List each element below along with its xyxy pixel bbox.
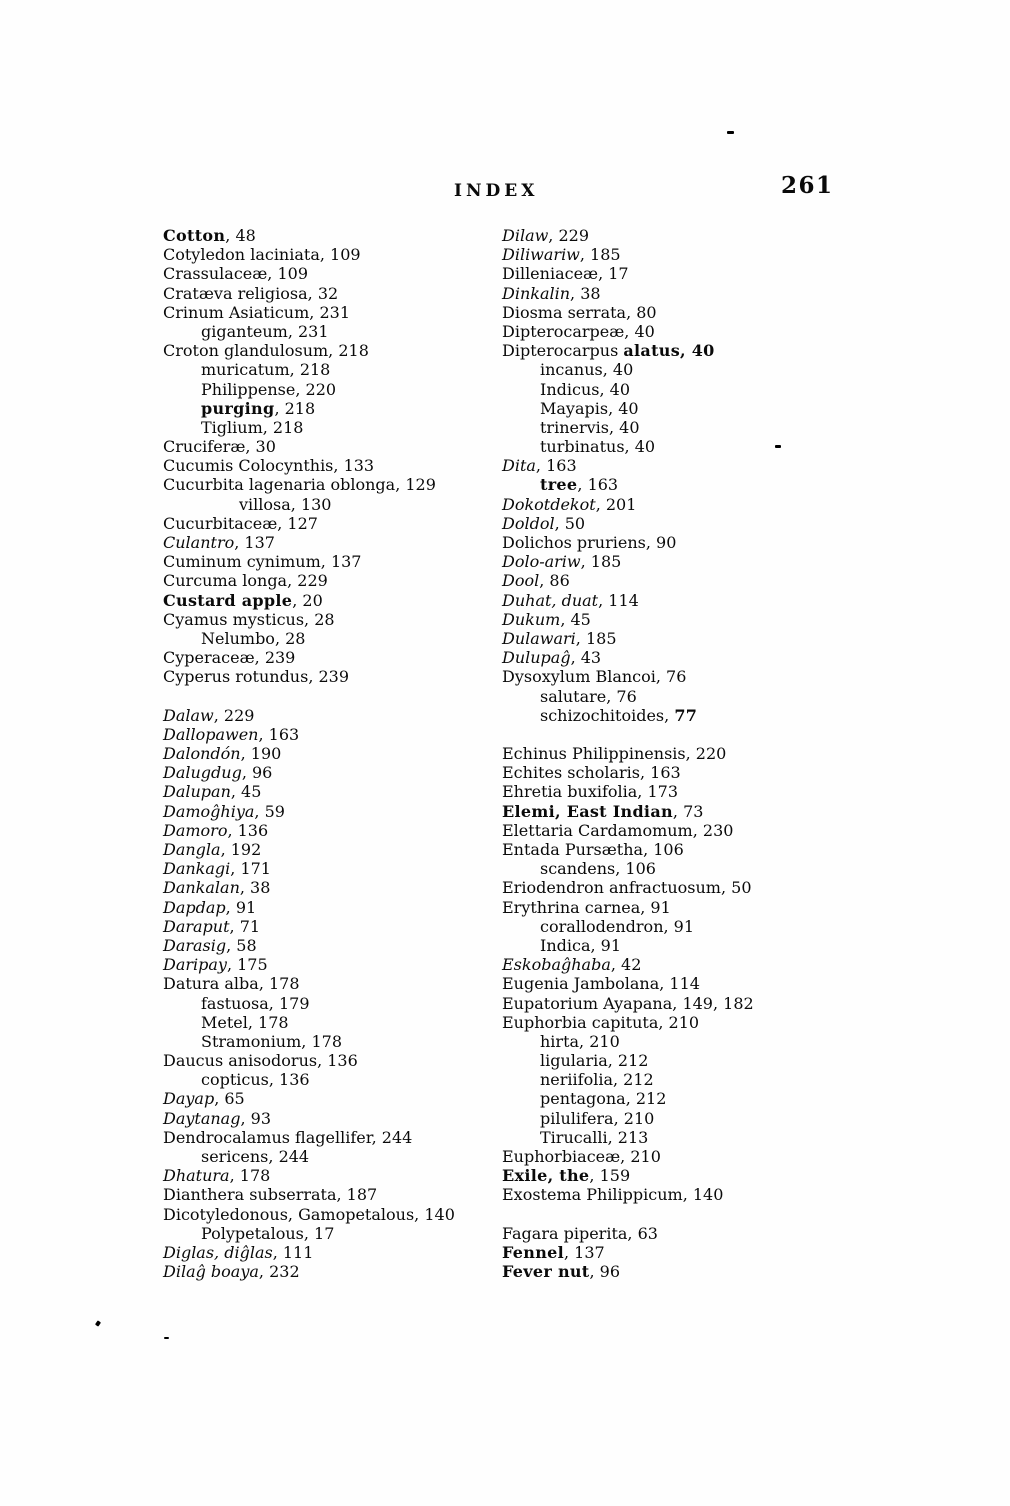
index-entry	[502, 591, 754, 610]
entry-text: , 73	[672, 801, 704, 821]
entry-text: Entada Pursætha, 106	[502, 840, 684, 859]
index-entry	[502, 571, 754, 590]
entry-text: Dipterocarpus	[502, 341, 624, 361]
entry-text: Mayapis, 40	[540, 398, 639, 418]
entry-text: Dankalan	[163, 878, 240, 898]
index-entry	[502, 687, 754, 706]
entry-text: Ehretia buxifolia, 173	[502, 782, 678, 802]
index-entry	[502, 1185, 754, 1204]
index-entry	[163, 1013, 455, 1032]
index-entry	[502, 917, 754, 936]
entry-text: Dukum	[502, 609, 561, 629]
entry-text: Custard apple	[163, 590, 293, 610]
index-entry	[163, 725, 455, 744]
entry-text: , 232	[258, 1262, 300, 1282]
entry-text: Cyperus rotundus, 239	[163, 667, 350, 687]
blank-line	[502, 1205, 754, 1224]
entry-text: Dulupaĝ	[502, 648, 571, 668]
index-entry	[163, 456, 455, 475]
entry-text: scandens, 106	[540, 859, 656, 879]
entry-text: Doldol	[502, 513, 555, 533]
index-entry	[163, 917, 455, 936]
index-entry	[163, 533, 455, 552]
index-entry	[502, 514, 754, 533]
entry-text: hirta, 210	[540, 1031, 620, 1051]
entry-text: Damoro	[163, 820, 228, 840]
entry-text: Diosma serrata, 80	[502, 302, 657, 322]
entry-text: , 93	[240, 1108, 271, 1128]
entry-text: copticus, 136	[201, 1070, 310, 1090]
index-entry	[163, 1166, 455, 1185]
blank-line	[163, 687, 455, 706]
entry-text: , 86	[539, 571, 570, 591]
index-entry	[502, 821, 754, 840]
entry-text: Exile, the	[502, 1166, 590, 1186]
entry-text: Metel, 178	[201, 1012, 289, 1032]
index-entry	[502, 303, 754, 322]
index-entry	[502, 1128, 754, 1147]
entry-text: , 218	[274, 398, 316, 418]
index-entry	[163, 859, 455, 878]
entry-text: Eugenia Jambolana, 114	[502, 974, 700, 994]
entry-text: Daripay	[163, 955, 227, 975]
entry-text: , 38	[239, 878, 271, 898]
entry-text: , 59	[254, 801, 285, 821]
index-entry	[502, 936, 754, 955]
entry-text: , 163	[577, 475, 619, 495]
index-entry	[163, 898, 455, 917]
blank-line	[502, 725, 754, 744]
entry-text: sericens, 244	[201, 1147, 310, 1166]
entry-text: Cotyledon laciniata, 109	[163, 245, 361, 265]
entry-text: , 71	[229, 916, 261, 936]
index-entry	[502, 1224, 754, 1243]
entry-text: Polypetalous, 17	[201, 1223, 335, 1243]
index-entry	[502, 1147, 754, 1166]
index-entry	[163, 245, 455, 264]
entry-text: Dalugdug	[163, 763, 242, 783]
entry-text: , 58	[226, 935, 257, 955]
entry-text: Dokotdekot	[502, 494, 596, 514]
entry-text: Fagara piperita, 63	[502, 1223, 658, 1243]
entry-text: Tiglium, 218	[201, 417, 304, 437]
entry-text: Dolo-ariw	[502, 552, 581, 572]
index-entry	[163, 878, 455, 897]
entry-text: , 96	[589, 1262, 621, 1282]
entry-text: Darasig	[163, 935, 227, 955]
index-entry	[163, 648, 455, 667]
index-entry	[502, 1013, 754, 1032]
index-entry	[502, 1262, 754, 1281]
entry-text: Dalaw	[163, 705, 214, 725]
entry-text: Dool	[502, 571, 540, 591]
entry-text: Eupatorium Ayapana, 149, 182	[502, 993, 754, 1013]
index-entry	[502, 763, 754, 782]
index-entry	[502, 360, 754, 379]
index-entry	[163, 399, 455, 418]
entry-text: Dulawari	[502, 628, 576, 648]
index-entry	[163, 1147, 455, 1166]
entry-text: Dilaĝ boaya	[163, 1262, 259, 1282]
entry-text: , 45	[560, 609, 591, 629]
entry-text: Crinum Asiaticum, 231	[163, 302, 350, 322]
index-entry	[163, 226, 455, 245]
entry-text: Euphorbiaceæ, 210	[502, 1147, 661, 1166]
entry-text: Cratæva religiosa, 32	[163, 283, 339, 303]
entry-text: Dysoxylum Blancoi, 76	[502, 667, 687, 687]
entry-text: , 65	[214, 1089, 245, 1109]
entry-text: Indicus, 40	[540, 379, 630, 399]
entry-text: Culantro	[163, 533, 235, 552]
entry-text: Dangla	[163, 840, 221, 859]
entry-text: purging	[201, 398, 275, 418]
entry-text: Fever nut	[502, 1262, 590, 1282]
entry-text: turbinatus, 40	[540, 437, 656, 457]
index-entry	[163, 840, 455, 859]
index-entry	[163, 974, 455, 993]
index-entry	[163, 552, 455, 571]
entry-text: Philippense, 220	[201, 379, 337, 399]
index-entry	[502, 418, 754, 437]
index-entry	[163, 495, 455, 514]
entry-text: , 163	[258, 724, 300, 744]
entry-text: , 48	[225, 226, 256, 245]
entry-text: ligularia, 212	[540, 1051, 649, 1071]
index-entry	[502, 475, 754, 494]
entry-text: , 192	[220, 840, 262, 859]
scan-artifact-dash	[727, 131, 734, 134]
index-entry	[163, 360, 455, 379]
entry-text: Cyperaceæ, 239	[163, 648, 296, 668]
index-entry	[502, 533, 754, 552]
entry-text: Indica, 91	[540, 935, 622, 955]
entry-text: Dicotyledonous, Gamopetalous, 140	[163, 1204, 455, 1224]
entry-text: Cuminum cynimum, 137	[163, 552, 362, 572]
index-entry	[502, 1109, 754, 1128]
index-entry	[502, 226, 754, 245]
entry-text: 77	[674, 705, 698, 725]
entry-text: Dapdap	[163, 897, 226, 917]
entry-text: Erythrina carnea, 91	[502, 897, 671, 917]
index-entry	[502, 284, 754, 303]
scan-artifact-dash	[164, 1337, 169, 1339]
entry-text: salutare, 76	[540, 686, 637, 706]
index-entry	[502, 552, 754, 571]
index-entry	[502, 399, 754, 418]
index-entry	[502, 744, 754, 763]
entry-text: Dayap	[163, 1089, 215, 1109]
index-column-right	[502, 226, 754, 1281]
index-entry	[163, 571, 455, 590]
index-entry	[163, 1032, 455, 1051]
index-entry	[163, 744, 455, 763]
index-entry	[502, 437, 754, 456]
index-entry	[502, 859, 754, 878]
entry-text: , 190	[240, 744, 282, 764]
entry-text: neriifolia, 212	[540, 1070, 654, 1090]
index-entry	[502, 974, 754, 993]
index-entry	[163, 475, 455, 494]
index-entry	[163, 667, 455, 686]
entry-text: , 114	[598, 590, 639, 610]
entry-text: , 38	[570, 283, 601, 303]
index-entry	[163, 955, 455, 974]
index-entry	[502, 1051, 754, 1070]
entry-text: Dipterocarpeæ, 40	[502, 321, 655, 341]
entry-text: Cyamus mysticus, 28	[163, 609, 335, 629]
entry-text: , 229	[213, 705, 255, 725]
entry-text: Dendrocalamus flagellifer, 244	[163, 1127, 413, 1147]
entry-text: Damoĝhiya	[163, 801, 255, 821]
entry-text: Dita	[502, 456, 536, 476]
entry-text: , 45	[230, 782, 262, 802]
entry-text: villosa, 130	[239, 494, 332, 514]
index-entry	[163, 706, 455, 725]
entry-text: Euphorbia capituta, 210	[502, 1012, 700, 1032]
index-entry	[163, 418, 455, 437]
entry-text: Eskobaĝhaba	[502, 955, 611, 975]
entry-text: , 159	[589, 1166, 631, 1186]
entry-text: Dalondón	[163, 744, 241, 764]
index-entry	[163, 322, 455, 341]
entry-text: Daraput	[163, 916, 230, 936]
entry-text: , 91	[225, 897, 257, 917]
index-entry	[502, 245, 754, 264]
index-entry	[163, 1205, 455, 1224]
entry-text: , 229	[548, 226, 590, 245]
entry-text: , 96	[241, 763, 273, 783]
index-entry	[502, 495, 754, 514]
entry-text: Cruciferæ, 30	[163, 437, 276, 457]
entry-text: muricatum, 218	[201, 360, 331, 380]
index-entry	[502, 782, 754, 801]
entry-text: Dilleniaceæ, 17	[502, 264, 629, 284]
entry-text: , 42	[610, 955, 642, 975]
index-entry	[163, 1109, 455, 1128]
entry-text: Cucurbitaceæ, 127	[163, 513, 318, 533]
entry-text: Diliwariw	[502, 245, 580, 265]
index-entry	[502, 341, 754, 360]
entry-text: Datura alba, 178	[163, 974, 300, 994]
entry-text: alatus, 40	[623, 341, 715, 361]
index-entry	[163, 936, 455, 955]
entry-text: Fennel	[502, 1242, 564, 1262]
page-number: 261	[781, 172, 834, 199]
entry-text: , 175	[226, 955, 268, 975]
page-title: INDEX	[454, 181, 539, 201]
index-entry	[502, 1032, 754, 1051]
index-entry	[163, 610, 455, 629]
entry-text: trinervis, 40	[540, 417, 640, 437]
index-entry	[163, 303, 455, 322]
entry-text: Duhat, duat	[502, 590, 599, 610]
index-entry	[163, 591, 455, 610]
index-entry	[502, 456, 754, 475]
index-entry	[502, 898, 754, 917]
entry-text: Dolichos pruriens, 90	[502, 533, 677, 552]
entry-text: , 178	[229, 1166, 271, 1186]
entry-text: Dallopawen	[163, 724, 259, 744]
entry-text: Daucus anisodorus, 136	[163, 1051, 358, 1071]
entry-text: corallodendron, 91	[540, 916, 695, 936]
index-entry	[502, 706, 754, 725]
entry-text: Dilaw	[502, 226, 549, 245]
index-entry	[163, 264, 455, 283]
index-entry	[163, 1243, 455, 1262]
entry-text: Exostema Philippicum, 140	[502, 1185, 724, 1205]
index-entry	[163, 514, 455, 533]
index-entry	[163, 821, 455, 840]
entry-text: Curcuma longa, 229	[163, 571, 328, 591]
entry-text: Eriodendron anfractuosum, 50	[502, 878, 752, 898]
entry-text: Daytanag	[163, 1108, 241, 1128]
entry-text: , 185	[575, 628, 617, 648]
index-entry	[163, 1262, 455, 1281]
entry-text: incanus, 40	[540, 360, 634, 380]
index-entry	[502, 648, 754, 667]
index-entry	[502, 840, 754, 859]
index-entry	[502, 1166, 754, 1185]
index-entry	[163, 1070, 455, 1089]
entry-text: , 137	[564, 1242, 605, 1262]
entry-text: Crassulaceæ, 109	[163, 264, 308, 284]
index-entry	[502, 264, 754, 283]
entry-text: Dinkalin	[502, 283, 571, 303]
index-entry	[163, 1224, 455, 1243]
index-entry	[163, 341, 455, 360]
entry-text: , 43	[570, 648, 602, 668]
index-entry	[163, 994, 455, 1013]
entry-text: Stramonium, 178	[201, 1031, 342, 1051]
entry-text: Elettaria Cardamomum, 230	[502, 820, 734, 840]
entry-text: , 20	[292, 590, 323, 610]
entry-text: fastuosa, 179	[201, 993, 310, 1013]
index-entry	[163, 437, 455, 456]
entry-text: Dankagi	[163, 859, 231, 879]
entry-text: schizochitoides,	[540, 705, 675, 725]
scan-artifact-dot	[95, 1320, 101, 1326]
entry-text: Dhatura	[163, 1166, 230, 1186]
index-entry	[502, 322, 754, 341]
entry-text: Tirucalli, 213	[540, 1127, 649, 1147]
entry-text: Cotton	[163, 226, 226, 245]
entry-text: pentagona, 212	[540, 1089, 667, 1109]
entry-text: Nelumbo, 28	[201, 628, 306, 648]
entry-text: , 136	[227, 820, 269, 840]
index-entry	[502, 629, 754, 648]
index-entry	[502, 802, 754, 821]
index-entry	[502, 994, 754, 1013]
index-entry	[502, 380, 754, 399]
entry-text: Cucurbita lagenaria oblonga, 129	[163, 475, 436, 495]
index-entry	[502, 610, 754, 629]
entry-text: , 137	[234, 533, 275, 552]
entry-text: , 163	[535, 456, 577, 476]
entry-text: Croton glandulosum, 218	[163, 341, 369, 361]
entry-text: pilulifera, 210	[540, 1108, 655, 1128]
entry-text: Elemi, East Indian	[502, 801, 673, 821]
entry-text: , 171	[230, 859, 271, 879]
entry-text: giganteum, 231	[201, 321, 329, 341]
index-entry	[502, 1243, 754, 1262]
entry-text: Echinus Philippinensis, 220	[502, 744, 727, 764]
entry-text: tree	[540, 475, 578, 495]
entry-text: Dalupan	[163, 782, 231, 802]
entry-text: , 111	[272, 1242, 314, 1262]
entry-text: , 201	[595, 494, 637, 514]
index-entry	[163, 380, 455, 399]
entry-text: Dianthera subserrata, 187	[163, 1185, 378, 1205]
index-entry	[163, 1185, 455, 1204]
index-entry	[163, 1128, 455, 1147]
index-entry	[163, 1089, 455, 1108]
index-column-left	[163, 226, 455, 1281]
entry-text: , 185	[579, 245, 621, 265]
index-entry	[502, 955, 754, 974]
entry-text: Cucumis Colocynthis, 133	[163, 456, 375, 476]
entry-text: Diglas, diĝlas	[163, 1242, 273, 1262]
index-entry	[163, 629, 455, 648]
entry-text: , 185	[580, 552, 622, 572]
index-entry	[163, 782, 455, 801]
index-entry	[502, 1070, 754, 1089]
index-entry	[163, 284, 455, 303]
index-entry	[502, 667, 754, 686]
scan-artifact-dash	[775, 445, 781, 448]
index-entry	[163, 763, 455, 782]
index-entry	[502, 878, 754, 897]
index-entry	[163, 802, 455, 821]
entry-text: Echites scholaris, 163	[502, 763, 681, 783]
index-entry	[502, 1089, 754, 1108]
index-entry	[163, 1051, 455, 1070]
entry-text: , 50	[554, 513, 586, 533]
